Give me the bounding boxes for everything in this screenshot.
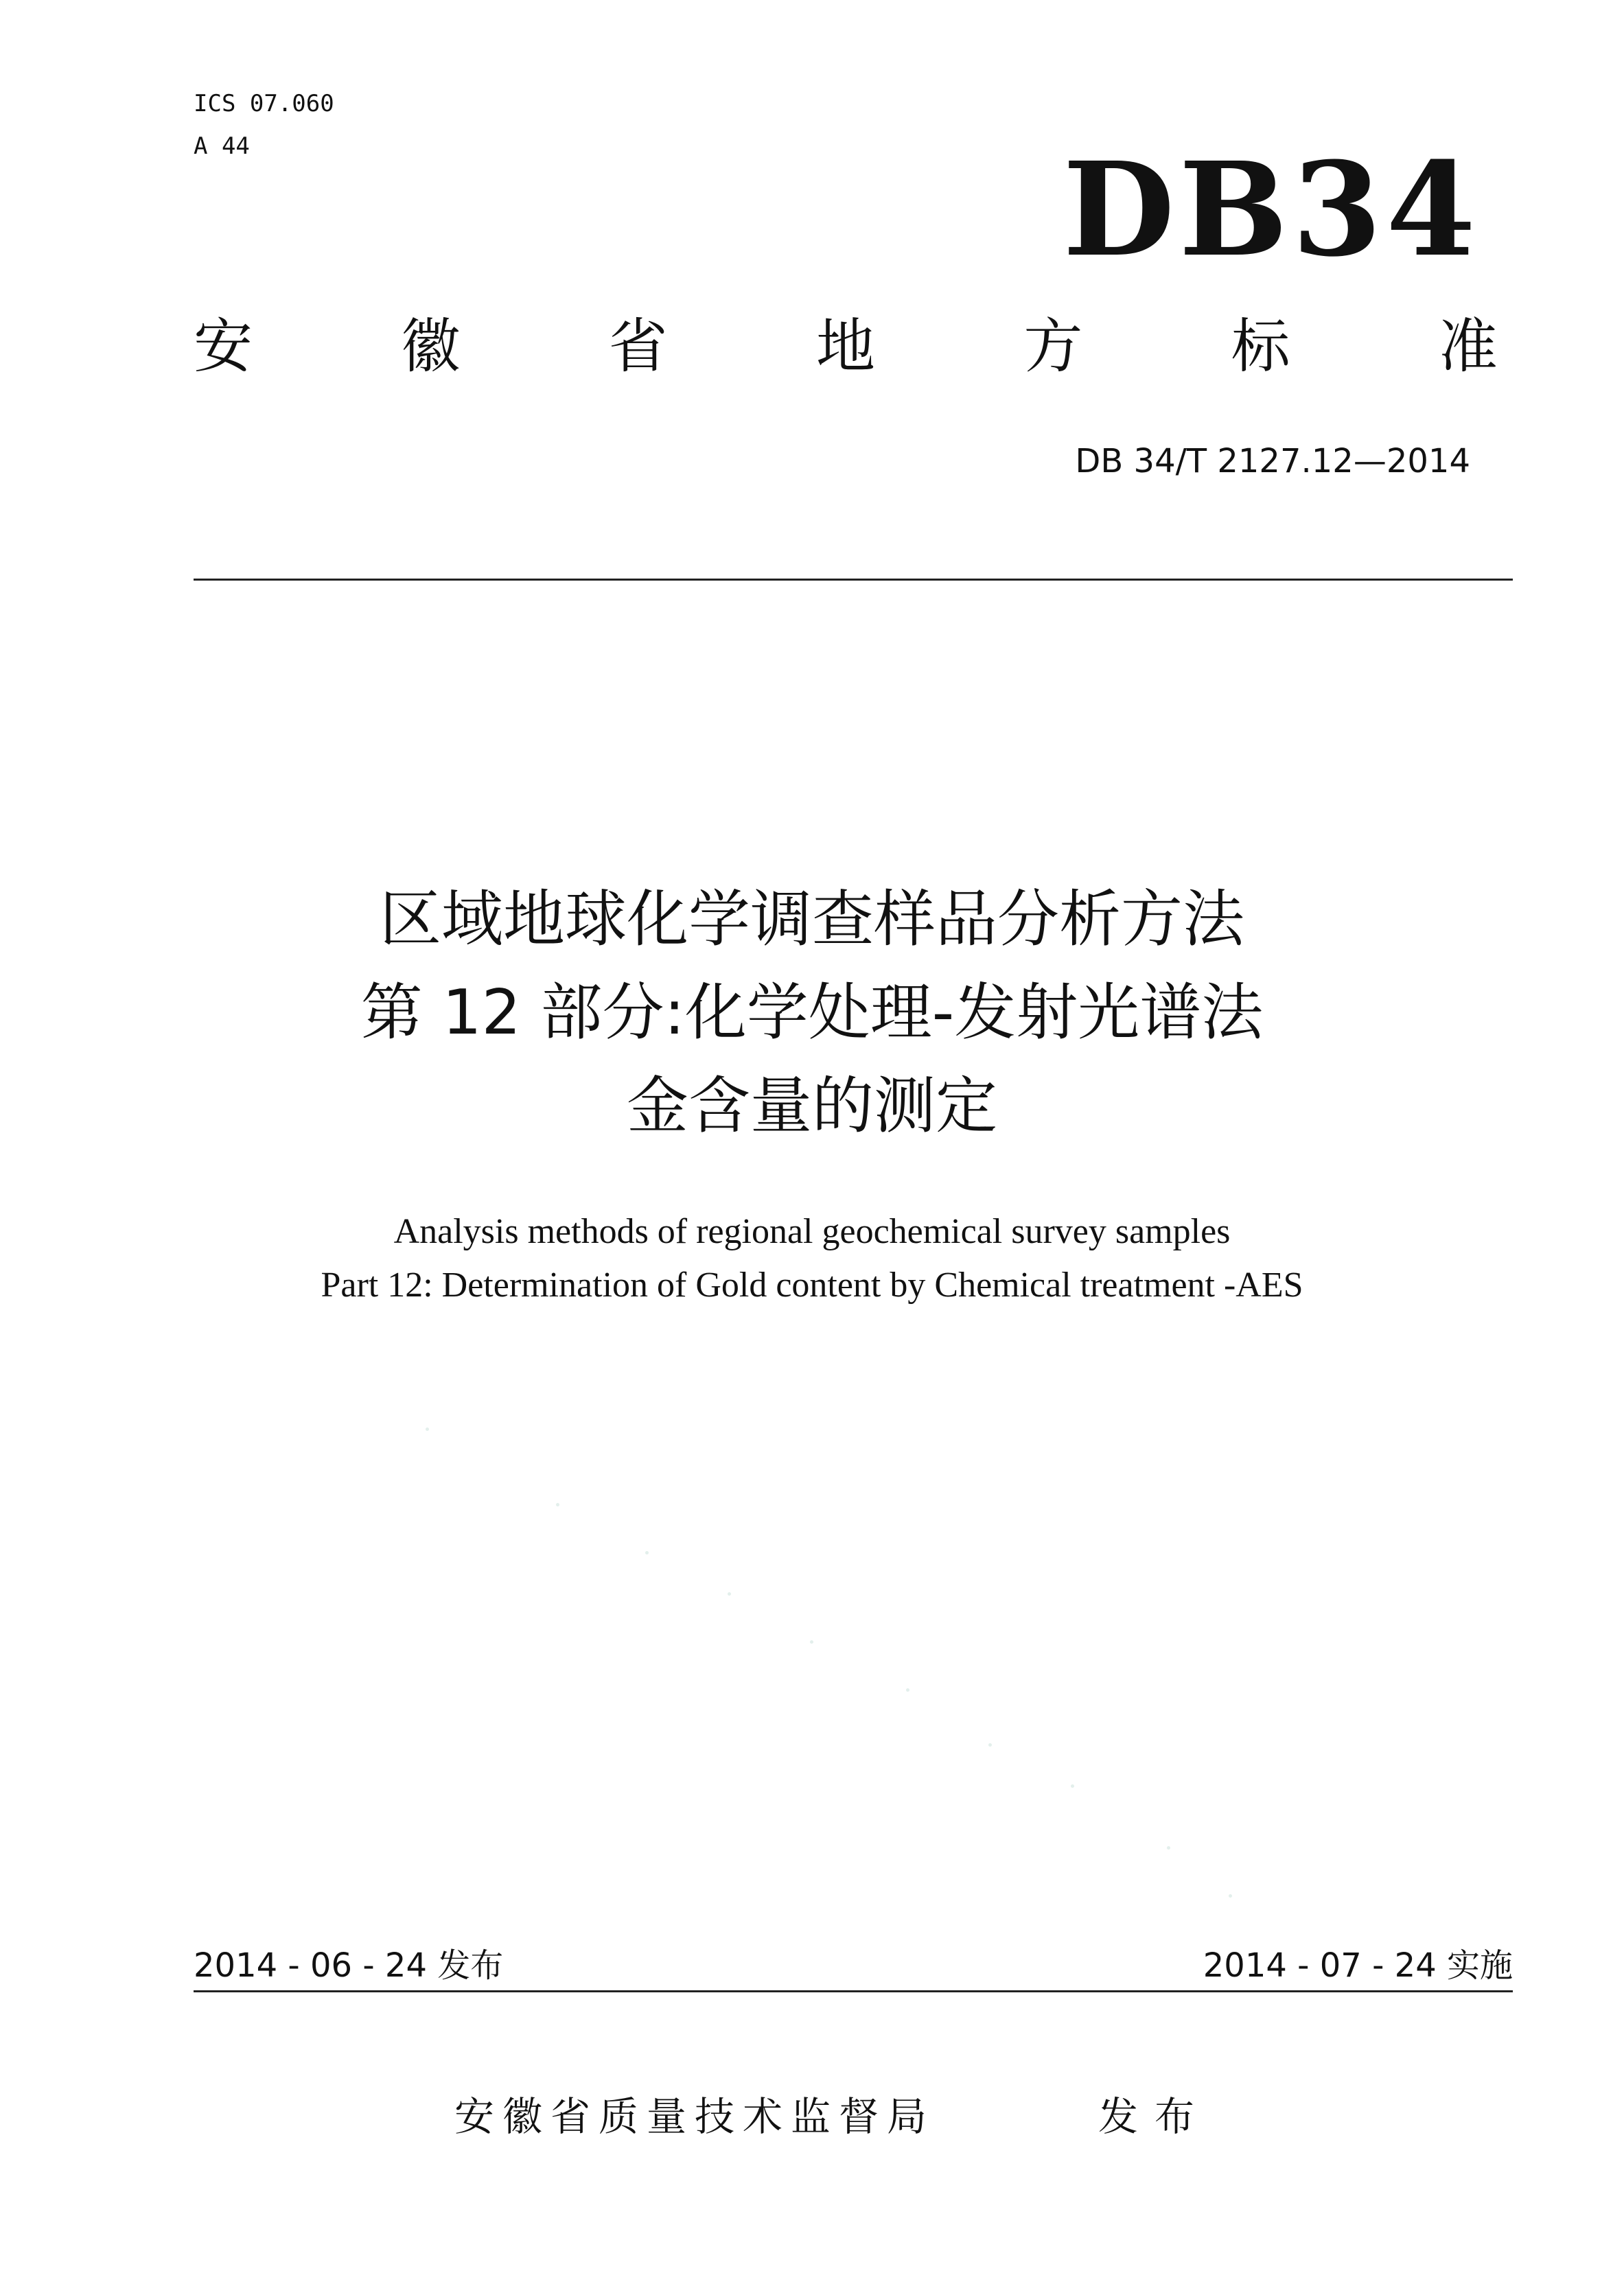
issue-date: 2014 - 06 - 24 发布 [194, 1946, 504, 1985]
standard-number: DB 34/T 2127.12—2014 [1075, 442, 1470, 480]
title-english-line-1: Analysis methods of regional geochemical survey samples [393, 1212, 1231, 1251]
ccs-code: A 44 [194, 132, 250, 160]
standard-type-char: 安 [194, 312, 253, 381]
top-divider [194, 579, 1513, 581]
title-chinese [0, 873, 1624, 1153]
standard-type-char: 方 [1023, 312, 1083, 381]
publisher-name: 安徽省质量技术监督局 [454, 2093, 936, 2140]
title-chinese-line-3: 金含量的测定 [627, 1070, 997, 1142]
title-chinese-line-1: 区域地球化学调查样品分析方法 [380, 883, 1244, 955]
title-chinese-line-2: 第 12 部分:化学处理-发射光谱法 [360, 977, 1264, 1049]
classification-codes [194, 82, 334, 167]
standard-type-char: 地 [815, 312, 875, 381]
ics-code: ICS 07.060 [194, 90, 334, 117]
db34-logo: DB34 [1063, 134, 1480, 286]
bottom-divider [194, 1990, 1513, 1992]
standard-type-char: 准 [1438, 312, 1498, 381]
standard-type-char: 徽 [401, 312, 461, 381]
publish-label: 发布 [1098, 2093, 1211, 2140]
implementation-date: 2014 - 07 - 24 实施 [1203, 1946, 1513, 1985]
standard-type-char: 标 [1231, 312, 1290, 381]
standard-type-heading [194, 312, 1498, 381]
title-english [0, 1205, 1624, 1312]
standard-type-char: 省 [608, 312, 668, 381]
title-english-line-2: Part 12: Determination of Gold content by Chemical treatment -AES [321, 1266, 1303, 1305]
